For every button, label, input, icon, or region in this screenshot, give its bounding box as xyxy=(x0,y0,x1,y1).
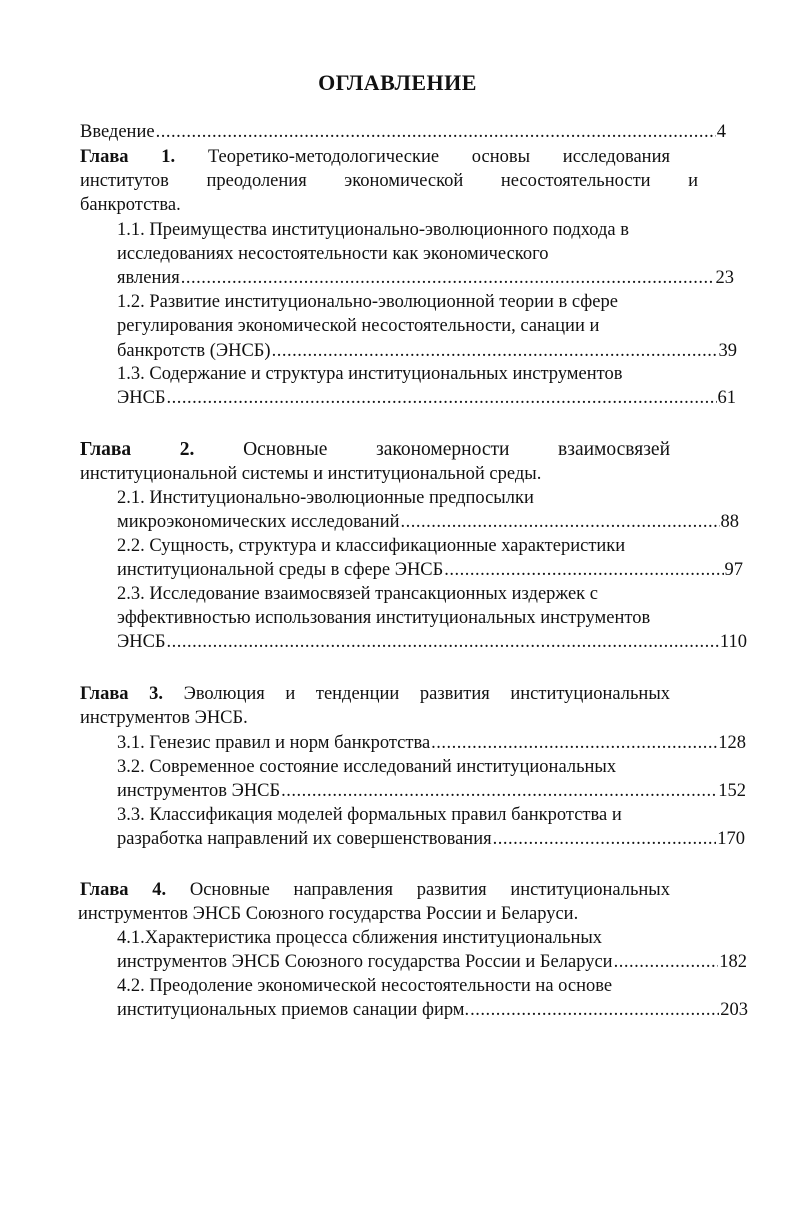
toc-entry-3-2 xyxy=(117,779,746,803)
toc-entry-4-1 xyxy=(117,950,747,974)
toc-entry-2-2 xyxy=(117,558,743,582)
page-number: 152 xyxy=(718,781,746,801)
entry-text: 3.1. Генезис правил и норм банкротства xyxy=(117,733,431,753)
chapter-title: Основные направления развития институциональных xyxy=(189,880,670,900)
page-number: 182 xyxy=(719,952,747,972)
page-number: 110 xyxy=(719,632,747,652)
toc-entry-1-3 xyxy=(117,386,736,410)
page-title: ОГЛАВЛЕНИЕ xyxy=(318,70,477,95)
page-number: 23 xyxy=(715,268,734,288)
chapter-3-title-line2: инструментов ЭНСБ. xyxy=(80,708,248,728)
leader-dots xyxy=(401,510,720,534)
leader-dots xyxy=(156,120,716,144)
chapter-title: Эволюция и тенденции развития институциональных xyxy=(183,684,670,704)
section-3-2-line1: 3.2. Современное состояние исследований институциональных xyxy=(117,757,617,777)
chapter-label: Глава 1. xyxy=(80,147,176,167)
page-number: 4 xyxy=(716,122,726,142)
leader-dots xyxy=(272,339,718,363)
page-number: 203 xyxy=(720,1000,748,1020)
entry-text: банкротств (ЭНСБ) xyxy=(117,341,271,361)
section-1-3-line1: 1.3. Содержание и структура институциональных инструментов xyxy=(117,364,623,384)
entry-text: инструментов ЭНСБ xyxy=(117,781,281,801)
leader-dots xyxy=(431,731,717,755)
page-number: 170 xyxy=(717,829,745,849)
chapter-2-heading xyxy=(80,438,670,462)
leader-dots xyxy=(167,630,719,654)
chapter-1-title-line3: банкротства. xyxy=(80,195,181,215)
entry-text: инструментов ЭНСБ Союзного государства России и Беларуси xyxy=(117,952,613,972)
entry-text: институциональной среды в сфере ЭНСБ xyxy=(117,560,444,580)
entry-text: микроэкономических исследований xyxy=(117,512,400,532)
page-number: 61 xyxy=(717,388,736,408)
section-2-2-line1: 2.2. Сущность, структура и классификационные характеристики xyxy=(117,536,626,556)
chapter-4-title-line2: инструментов ЭНСБ Союзного государства России и Беларуси. xyxy=(78,904,579,924)
toc-entry-2-1 xyxy=(117,510,739,534)
leader-dots xyxy=(281,779,717,803)
section-1-2-line2: регулирования экономической несостоятельности, санации и xyxy=(117,316,600,336)
chapter-4-heading xyxy=(80,878,670,902)
chapter-3-heading xyxy=(80,682,670,706)
entry-text: ЭНСБ xyxy=(117,388,166,408)
leader-dots xyxy=(167,386,717,410)
leader-dots xyxy=(493,827,717,851)
page-number: 97 xyxy=(724,560,743,580)
toc-entry-1-2 xyxy=(117,339,737,363)
toc-entry-3-3 xyxy=(117,827,745,851)
leader-dots xyxy=(181,266,715,290)
entry-text: Введение xyxy=(80,122,155,142)
section-1-1-line1: 1.1. Преимущества институционально-эволюционного подхода в xyxy=(117,220,629,240)
chapter-label: Глава 4. xyxy=(80,880,167,900)
leader-dots xyxy=(470,998,719,1022)
toc-entry-2-3 xyxy=(117,630,747,654)
section-1-2-line1: 1.2. Развитие институционально-эволюционной теории в сфере xyxy=(117,292,618,312)
section-2-3-line1: 2.3. Исследование взаимосвязей трансакционных издержек с xyxy=(117,584,598,604)
toc-entry-intro xyxy=(80,120,726,144)
section-4-1-line1: 4.1.Характеристика процесса сближения институциональных xyxy=(117,928,603,948)
page-number: 128 xyxy=(718,733,746,753)
leader-dots xyxy=(614,950,719,974)
entry-text: институциональных приемов санации фирм. xyxy=(117,1000,470,1020)
chapter-title: Теоретико-методологические основы исследования xyxy=(207,147,670,167)
page-number: 39 xyxy=(718,341,737,361)
section-2-3-line2: эффективностью использования институциональных инструментов xyxy=(117,608,651,628)
section-1-1-line2: исследованиях несостоятельности как экономического xyxy=(117,244,549,264)
section-2-1-line1: 2.1. Институционально-эволюционные предпосылки xyxy=(117,488,534,508)
chapter-2-title-line2: институциональной системы и институциональной среды. xyxy=(80,464,542,484)
chapter-title: Основные закономерности взаимосвязей xyxy=(243,439,670,460)
chapter-label: Глава 2. xyxy=(80,439,195,460)
section-4-2-line1: 4.2. Преодоление экономической несостоятельности на основе xyxy=(117,976,613,996)
chapter-label: Глава 3. xyxy=(80,684,164,704)
leader-dots xyxy=(444,558,723,582)
entry-text: разработка направлений их совершенствования xyxy=(117,829,492,849)
entry-text: ЭНСБ xyxy=(117,632,166,652)
chapter-1-heading xyxy=(80,145,670,169)
chapter-1-title-line2: институтов преодоления экономической несостоятельности и xyxy=(80,171,698,191)
toc-entry-1-1 xyxy=(117,266,734,290)
toc-entry-3-1 xyxy=(117,731,746,755)
page-number: 88 xyxy=(720,512,739,532)
entry-text: явления xyxy=(117,268,180,288)
section-3-3-line1: 3.3. Классификация моделей формальных правил банкротства и xyxy=(117,805,622,825)
toc-entry-4-2 xyxy=(117,998,748,1022)
